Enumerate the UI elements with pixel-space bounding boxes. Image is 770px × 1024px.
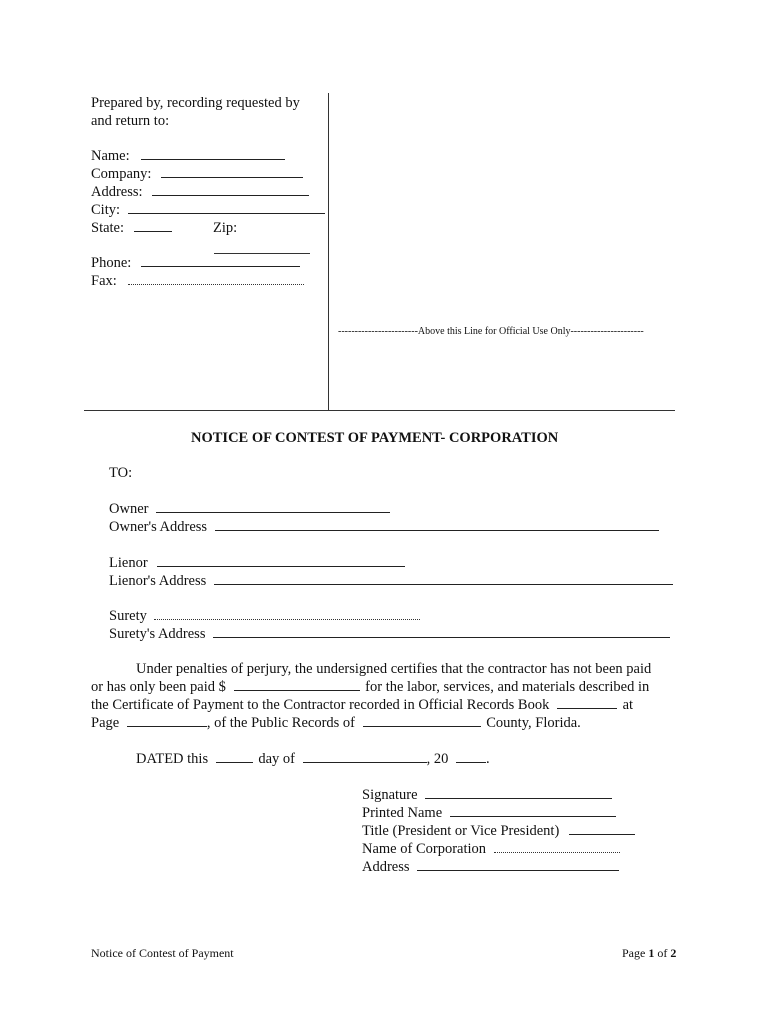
company-field[interactable]: [91, 166, 303, 183]
zip-blank[interactable]: [214, 253, 310, 254]
dated-label: DATED this: [136, 751, 209, 767]
year-blank[interactable]: [456, 761, 486, 763]
body-line-3-end: at: [622, 697, 634, 713]
surety-field[interactable]: [109, 608, 420, 625]
surety-address-blank[interactable]: [213, 636, 670, 638]
lienor-address-label: Lienor's Address: [109, 573, 207, 589]
page-number: 1: [648, 946, 655, 960]
owner-field[interactable]: [109, 501, 390, 518]
fax-blank[interactable]: [128, 283, 304, 285]
month-blank[interactable]: [303, 761, 427, 763]
dated-period: .: [486, 751, 490, 767]
body-line-4-mid: , of the Public Records of: [206, 715, 356, 731]
address-blank[interactable]: [152, 194, 309, 196]
signature-label: Signature: [362, 787, 418, 803]
fax-field[interactable]: [91, 273, 304, 290]
state-blank[interactable]: [134, 230, 172, 232]
body-line-2: [91, 679, 649, 696]
title-label: Title (President or Vice President): [362, 823, 560, 839]
address-label: Address:: [91, 184, 143, 200]
city-blank[interactable]: [128, 212, 325, 214]
city-label: City:: [91, 202, 121, 218]
signer-address-field[interactable]: [362, 859, 619, 876]
official-use-notice: ------------------------Above this Line for Official Use Only----------------------: [338, 326, 644, 337]
owner-label: Owner: [109, 501, 149, 517]
phone-blank[interactable]: [141, 265, 300, 267]
body-line-4-end: County, Florida.: [486, 715, 581, 731]
phone-label: Phone:: [91, 255, 132, 271]
surety-address-label: Surety's Address: [109, 626, 206, 642]
state-label: State:: [91, 220, 125, 236]
prepared-by-line2: and return to:: [91, 113, 170, 129]
state-field[interactable]: [91, 220, 172, 237]
day-of-label: day of: [258, 751, 295, 767]
corporation-blank[interactable]: [494, 851, 620, 853]
surety-address-field[interactable]: [109, 626, 670, 643]
dated-line: [136, 751, 490, 768]
body-line-1: Under penalties of perjury, the undersigned certifies that the contractor has not been paid: [136, 661, 652, 677]
records-book-blank[interactable]: [557, 707, 617, 709]
company-label: Company:: [91, 166, 152, 182]
lienor-label: Lienor: [109, 555, 148, 571]
county-blank[interactable]: [363, 725, 481, 727]
body-line-3: [91, 697, 633, 714]
page-prefix: Page: [622, 946, 646, 960]
year-prefix: , 20: [426, 751, 449, 767]
amount-paid-blank[interactable]: [234, 689, 360, 691]
phone-field[interactable]: [91, 255, 300, 272]
printed-name-label: Printed Name: [362, 805, 443, 821]
header-vertical-divider: [328, 93, 329, 411]
title-field[interactable]: [362, 823, 635, 840]
body-line-2-start: or has only been paid $: [91, 679, 226, 695]
owner-blank[interactable]: [156, 511, 390, 513]
prepared-by-line1: Prepared by, recording requested by: [91, 95, 300, 111]
to-label: TO:: [109, 465, 133, 481]
owner-address-blank[interactable]: [215, 529, 659, 531]
name-blank[interactable]: [141, 158, 285, 160]
lienor-address-blank[interactable]: [214, 583, 673, 585]
surety-label: Surety: [109, 608, 147, 624]
surety-blank[interactable]: [154, 618, 420, 620]
corporation-label: Name of Corporation: [362, 841, 487, 857]
header-bottom-rule: [84, 410, 675, 411]
signature-field[interactable]: [362, 787, 612, 804]
printed-name-blank[interactable]: [450, 815, 616, 817]
address-field[interactable]: [91, 184, 309, 201]
body-line-3-start: the Certificate of Payment to the Contractor recorded in Official Records Book: [91, 697, 550, 713]
page-of: of: [657, 946, 668, 960]
lienor-field[interactable]: [109, 555, 405, 572]
signer-address-blank[interactable]: [417, 869, 619, 871]
signer-address-label: Address: [362, 859, 410, 875]
day-blank[interactable]: [216, 761, 253, 763]
printed-name-field[interactable]: [362, 805, 616, 822]
corporation-field[interactable]: [362, 841, 620, 858]
footer-document-name: Notice of Contest of Payment: [91, 946, 234, 960]
owner-address-label: Owner's Address: [109, 519, 208, 535]
name-field[interactable]: [91, 148, 285, 165]
company-blank[interactable]: [161, 176, 303, 178]
signature-blank[interactable]: [425, 797, 612, 799]
page-total: 2: [670, 946, 677, 960]
title-blank[interactable]: [569, 833, 635, 835]
page-number-blank[interactable]: [127, 725, 207, 727]
owner-address-field[interactable]: [109, 519, 659, 536]
body-line-2-end: for the labor, services, and materials described in: [365, 679, 650, 695]
footer-page-indicator: [622, 946, 676, 961]
fax-label: Fax:: [91, 273, 117, 289]
lienor-address-field[interactable]: [109, 573, 673, 590]
name-label: Name:: [91, 148, 130, 164]
body-line-4-start: Page: [91, 715, 120, 731]
zip-label: Zip:: [213, 220, 238, 236]
body-line-4: [91, 715, 581, 732]
city-field[interactable]: [91, 202, 325, 219]
lienor-blank[interactable]: [157, 565, 405, 567]
document-title: NOTICE OF CONTEST OF PAYMENT- CORPORATION: [191, 430, 559, 446]
